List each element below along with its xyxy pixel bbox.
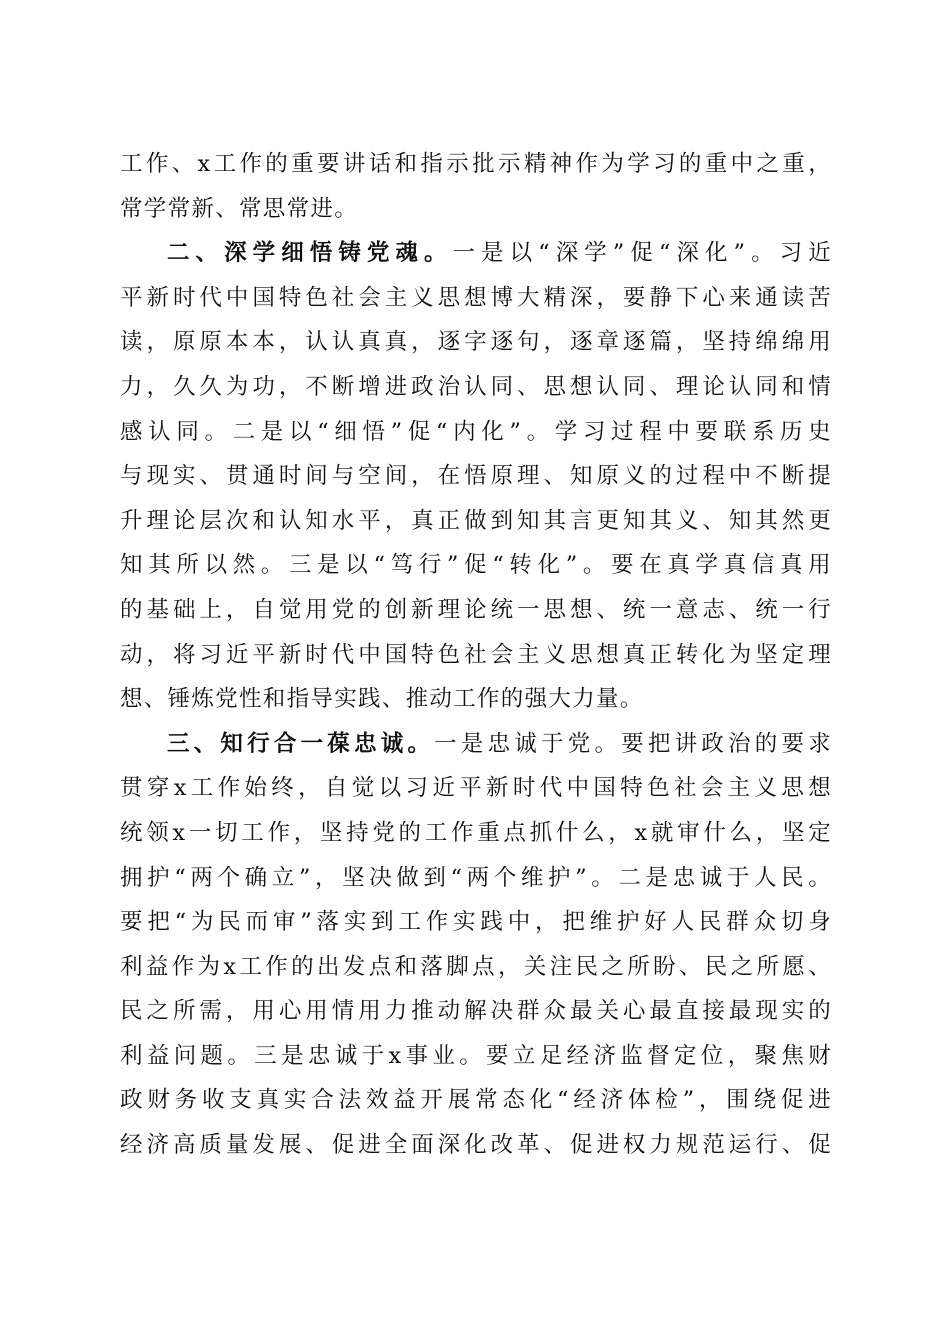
text-line: 拥护“两个确立”，坚决做到“两个维护”。二是忠诚于人民。: [120, 864, 832, 891]
text-line: 统领x一切工作，坚持党的工作重点抓什么，x就审什么，坚定: [120, 819, 832, 846]
section-2-first-line-text: 一是以“深学”促“深化”。习近: [452, 240, 832, 267]
text-line: 要把“为民而审”落实到工作实践中，把维护好人民群众切身: [120, 909, 832, 936]
text-line: 的基础上，自觉用党的创新理论统一思想、统一意志、统一行: [120, 596, 832, 623]
text-line: 知其所以然。三是以“笃行”促“转化”。要在真学真信真用: [120, 552, 832, 579]
text-line: 力，久久为功，不断增进政治认同、思想认同、理论认同和情: [120, 373, 832, 400]
text-line: 升理论层次和认知水平，真正做到知其言更知其义、知其然更: [120, 507, 832, 534]
text-line: 利益问题。三是忠诚于x事业。要立足经济监督定位，聚焦财: [120, 1042, 832, 1069]
text-line: 贯穿x工作始终，自觉以习近平新时代中国特色社会主义思想: [120, 775, 832, 802]
text-line: 动，将习近平新时代中国特色社会主义思想真正转化为坚定理: [120, 641, 832, 668]
section-2-first-line: [120, 231, 832, 276]
text-line: 利益作为x工作的出发点和落脚点，关注民之所盼、民之所愿、: [120, 953, 832, 980]
text-line: 平新时代中国特色社会主义思想博大精深，要静下心来通读苦: [120, 284, 832, 311]
text-line: 经济高质量发展、促进全面深化改革、促进权力规范运行、促: [120, 1132, 832, 1159]
text-line: 工作、x工作的重要讲话和指示批示精神作为学习的重中之重，: [120, 151, 832, 177]
text-line: 与现实、贯通时间与空间，在悟原理、知原义的过程中不断提: [120, 463, 832, 490]
section-3-first-line: [120, 722, 832, 767]
section-2-heading: 二、深学细悟铸党魂。: [167, 240, 453, 267]
document-body: [120, 142, 832, 1168]
text-line: 常学常新、常思常进。: [120, 195, 359, 222]
text-line: 读，原原本本，认认真真，逐字逐句，逐章逐篇，坚持绵绵用: [120, 329, 832, 356]
text-line: 民之所需，用心用情用力推动解决群众最关心最直接最现实的: [120, 998, 832, 1025]
text-line: 感认同。二是以“细悟”促“内化”。学习过程中要联系历史: [120, 418, 832, 445]
section-3-first-line-text: 一是忠诚于党。要把讲政治的要求: [434, 730, 832, 757]
text-line: 想、锤炼党性和指导实践、推动工作的强大力量。: [120, 686, 644, 713]
text-line: 政财务收支真实合法效益开展常态化“经济体检”，围绕促进: [120, 1087, 832, 1114]
section-3-heading: 三、知行合一葆忠诚。: [167, 730, 435, 757]
